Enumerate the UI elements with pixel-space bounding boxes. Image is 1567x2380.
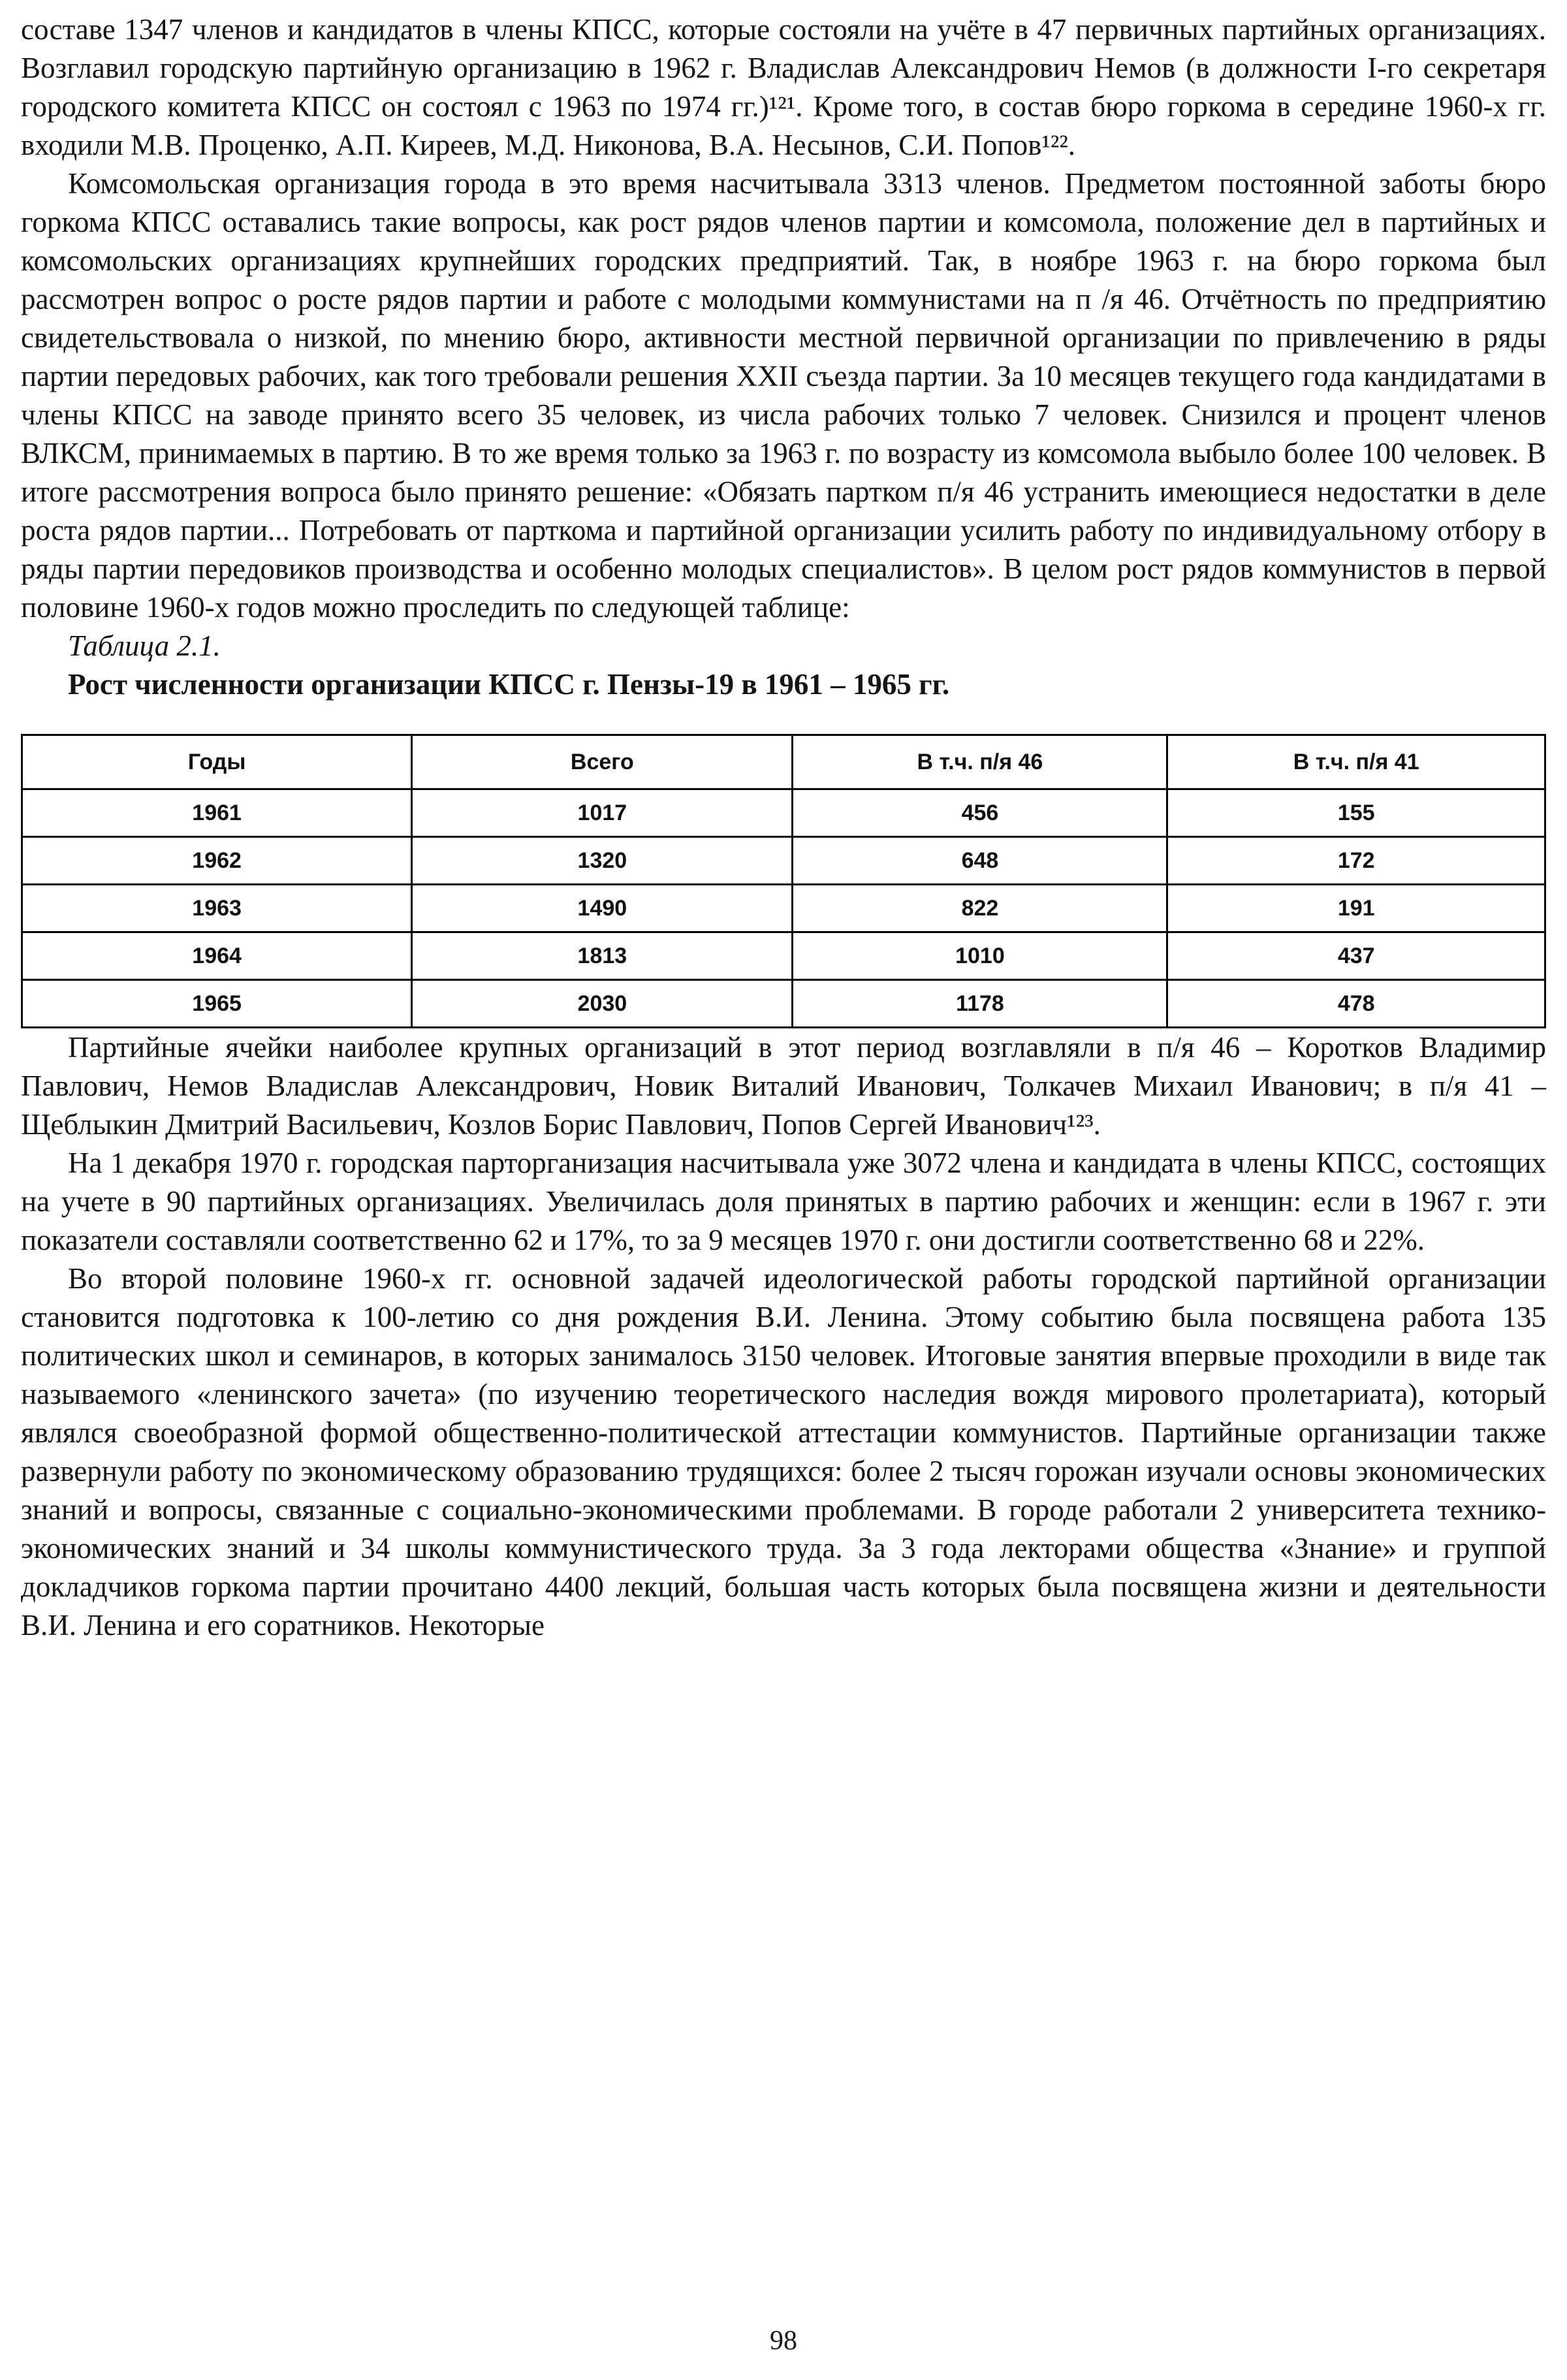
cell-year: 1962: [22, 837, 412, 885]
cell-pya46: 1178: [793, 980, 1167, 1028]
paragraph-continuation: составе 1347 членов и кандидатов в члены КПСС, которые состояли на учёте в 47 первичных партийных организациях. Возглавил городскую партийную организацию в 1962 г. Владислав Александрович Немов (в должности I-го секретаря городского комитета КПСС он состоял с 1963 по 1974 гг.)¹²¹. Кроме того, в состав бюро горкома в середине 1960-х гг. входили М.В. Проценко, А.П. Киреев, М.Д. Никонова, В.А. Несынов, С.И. Попов¹²².: [21, 13, 1546, 161]
cell-total: 1490: [412, 885, 793, 932]
cell-pya46: 456: [793, 789, 1167, 837]
table-row: [22, 980, 1545, 1028]
cell-total: 1320: [412, 837, 793, 885]
col-header-total: Всего: [412, 735, 793, 789]
paragraph-party-cells: Партийные ячейки наиболее крупных организаций в этот период возглавляли в п/я 46 – Коротков Владимир Павлович, Немов Владислав Александрович, Новик Виталий Иванович, Толкачев Михаил Иванович; в п/я 41 – Щеблыкин Дмитрий Васильевич, Козлов Борис Павлович, Попов Сергей Иванович¹²³.: [21, 1031, 1546, 1141]
cell-total: 1813: [412, 932, 793, 980]
cell-pya41: 155: [1167, 789, 1545, 837]
table-row: [22, 789, 1545, 837]
col-header-years: Годы: [22, 735, 412, 789]
page-number: 98: [770, 2326, 797, 2356]
cell-pya46: 1010: [793, 932, 1167, 980]
paragraph-ideology: Во второй половине 1960-х гг. основной задачей идеологической работы городской партийной организации становится подготовка к 100-летию со дня рождения В.И. Ленина. Этому событию была посвящена работа 135 политических школ и семинаров, в которых занималось 3150 человек. Итоговые занятия впервые проходили в виде так называемого «ленинского зачета» (по изучению теоретического наследия вождя мирового пролетариата), который являлся своеобразной формой общественно-политической аттестации коммунистов. Партийные организации также развернули работу по экономическому образованию трудящихся: более 2 тысяч горожан изучали основы экономических знаний и вопросы, связанные с социально-экономическими проблемами. В городе работали 2 университета технико-экономических знаний и 34 школы коммунистического труда. За 3 года лекторами общества «Знание» и группой докладчиков горкома партии прочитано 4400 лекций, большая часть которых была посвящена жизни и деятельности В.И. Ленина и его соратников. Некоторые: [21, 1262, 1546, 1642]
paragraph-1970-stats: На 1 декабря 1970 г. городская парторганизация насчитывала уже 3072 члена и кандидата в члены КПСС, состоящих на учете в 90 партийных организациях. Увеличилась доля принятых в партию рабочих и женщин: если в 1967 г. эти показатели составляли соответственно 62 и 17%, то за 9 месяцев 1970 г. они достигли соответственно 68 и 22%.: [21, 1147, 1546, 1256]
cell-year: 1963: [22, 885, 412, 932]
cell-pya46: 648: [793, 837, 1167, 885]
col-header-pya46: В т.ч. п/я 46: [793, 735, 1167, 789]
cell-year: 1965: [22, 980, 412, 1028]
cell-year: 1964: [22, 932, 412, 980]
cell-total: 1017: [412, 789, 793, 837]
cell-total: 2030: [412, 980, 793, 1028]
table-caption: Таблица 2.1.: [68, 629, 221, 662]
cell-pya46: 822: [793, 885, 1167, 932]
cell-pya41: 172: [1167, 837, 1545, 885]
cell-year: 1961: [22, 789, 412, 837]
table-title: Рост численности организации КПСС г. Пензы-19 в 1961 – 1965 гг.: [68, 668, 950, 701]
membership-growth-table: [21, 734, 1546, 1028]
table-row: [22, 885, 1545, 932]
col-header-pya41: В т.ч. п/я 41: [1167, 735, 1545, 789]
cell-pya41: 191: [1167, 885, 1545, 932]
table-row: [22, 932, 1545, 980]
paragraph-komsomol: Комсомольская организация города в это время насчитывала 3313 членов. Предметом постоянной заботы бюро горкома КПСС оставались такие вопросы, как рост рядов членов партии и комсомола, положение дел в партийных и комсомольских организациях крупнейших городских предприятий. Так, в ноябре 1963 г. на бюро горкома был рассмотрен вопрос о росте рядов партии и работе с молодыми коммунистами на п /я 46. Отчётность по предприятию свидетельствовала о низкой, по мнению бюро, активности местной первичной организации по привлечению в ряды партии передовых рабочих, как того требовали решения XXII съезда партии. За 10 месяцев текущего года кандидатами в члены КПСС на заводе принято всего 35 человек, из числа рабочих только 7 человек. Снизился и процент членов ВЛКСМ, принимаемых в партию. В то же время только за 1963 г. по возрасту из комсомола выбыло более 100 человек. В итоге рассмотрения вопроса было принято решение: «Обязать партком п/я 46 устранить имеющиеся недостатки в деле роста рядов партии... Потребовать от парткома и партийной организации усилить работу по индивидуальному отбору в ряды партии передовиков производства и особенно молодых специалистов». В целом рост рядов коммунистов в первой половине 1960-х годов можно проследить по следующей таблице:: [21, 167, 1546, 624]
table-header-row: [22, 735, 1545, 789]
cell-pya41: 437: [1167, 932, 1545, 980]
table-row: [22, 837, 1545, 885]
cell-pya41: 478: [1167, 980, 1545, 1028]
